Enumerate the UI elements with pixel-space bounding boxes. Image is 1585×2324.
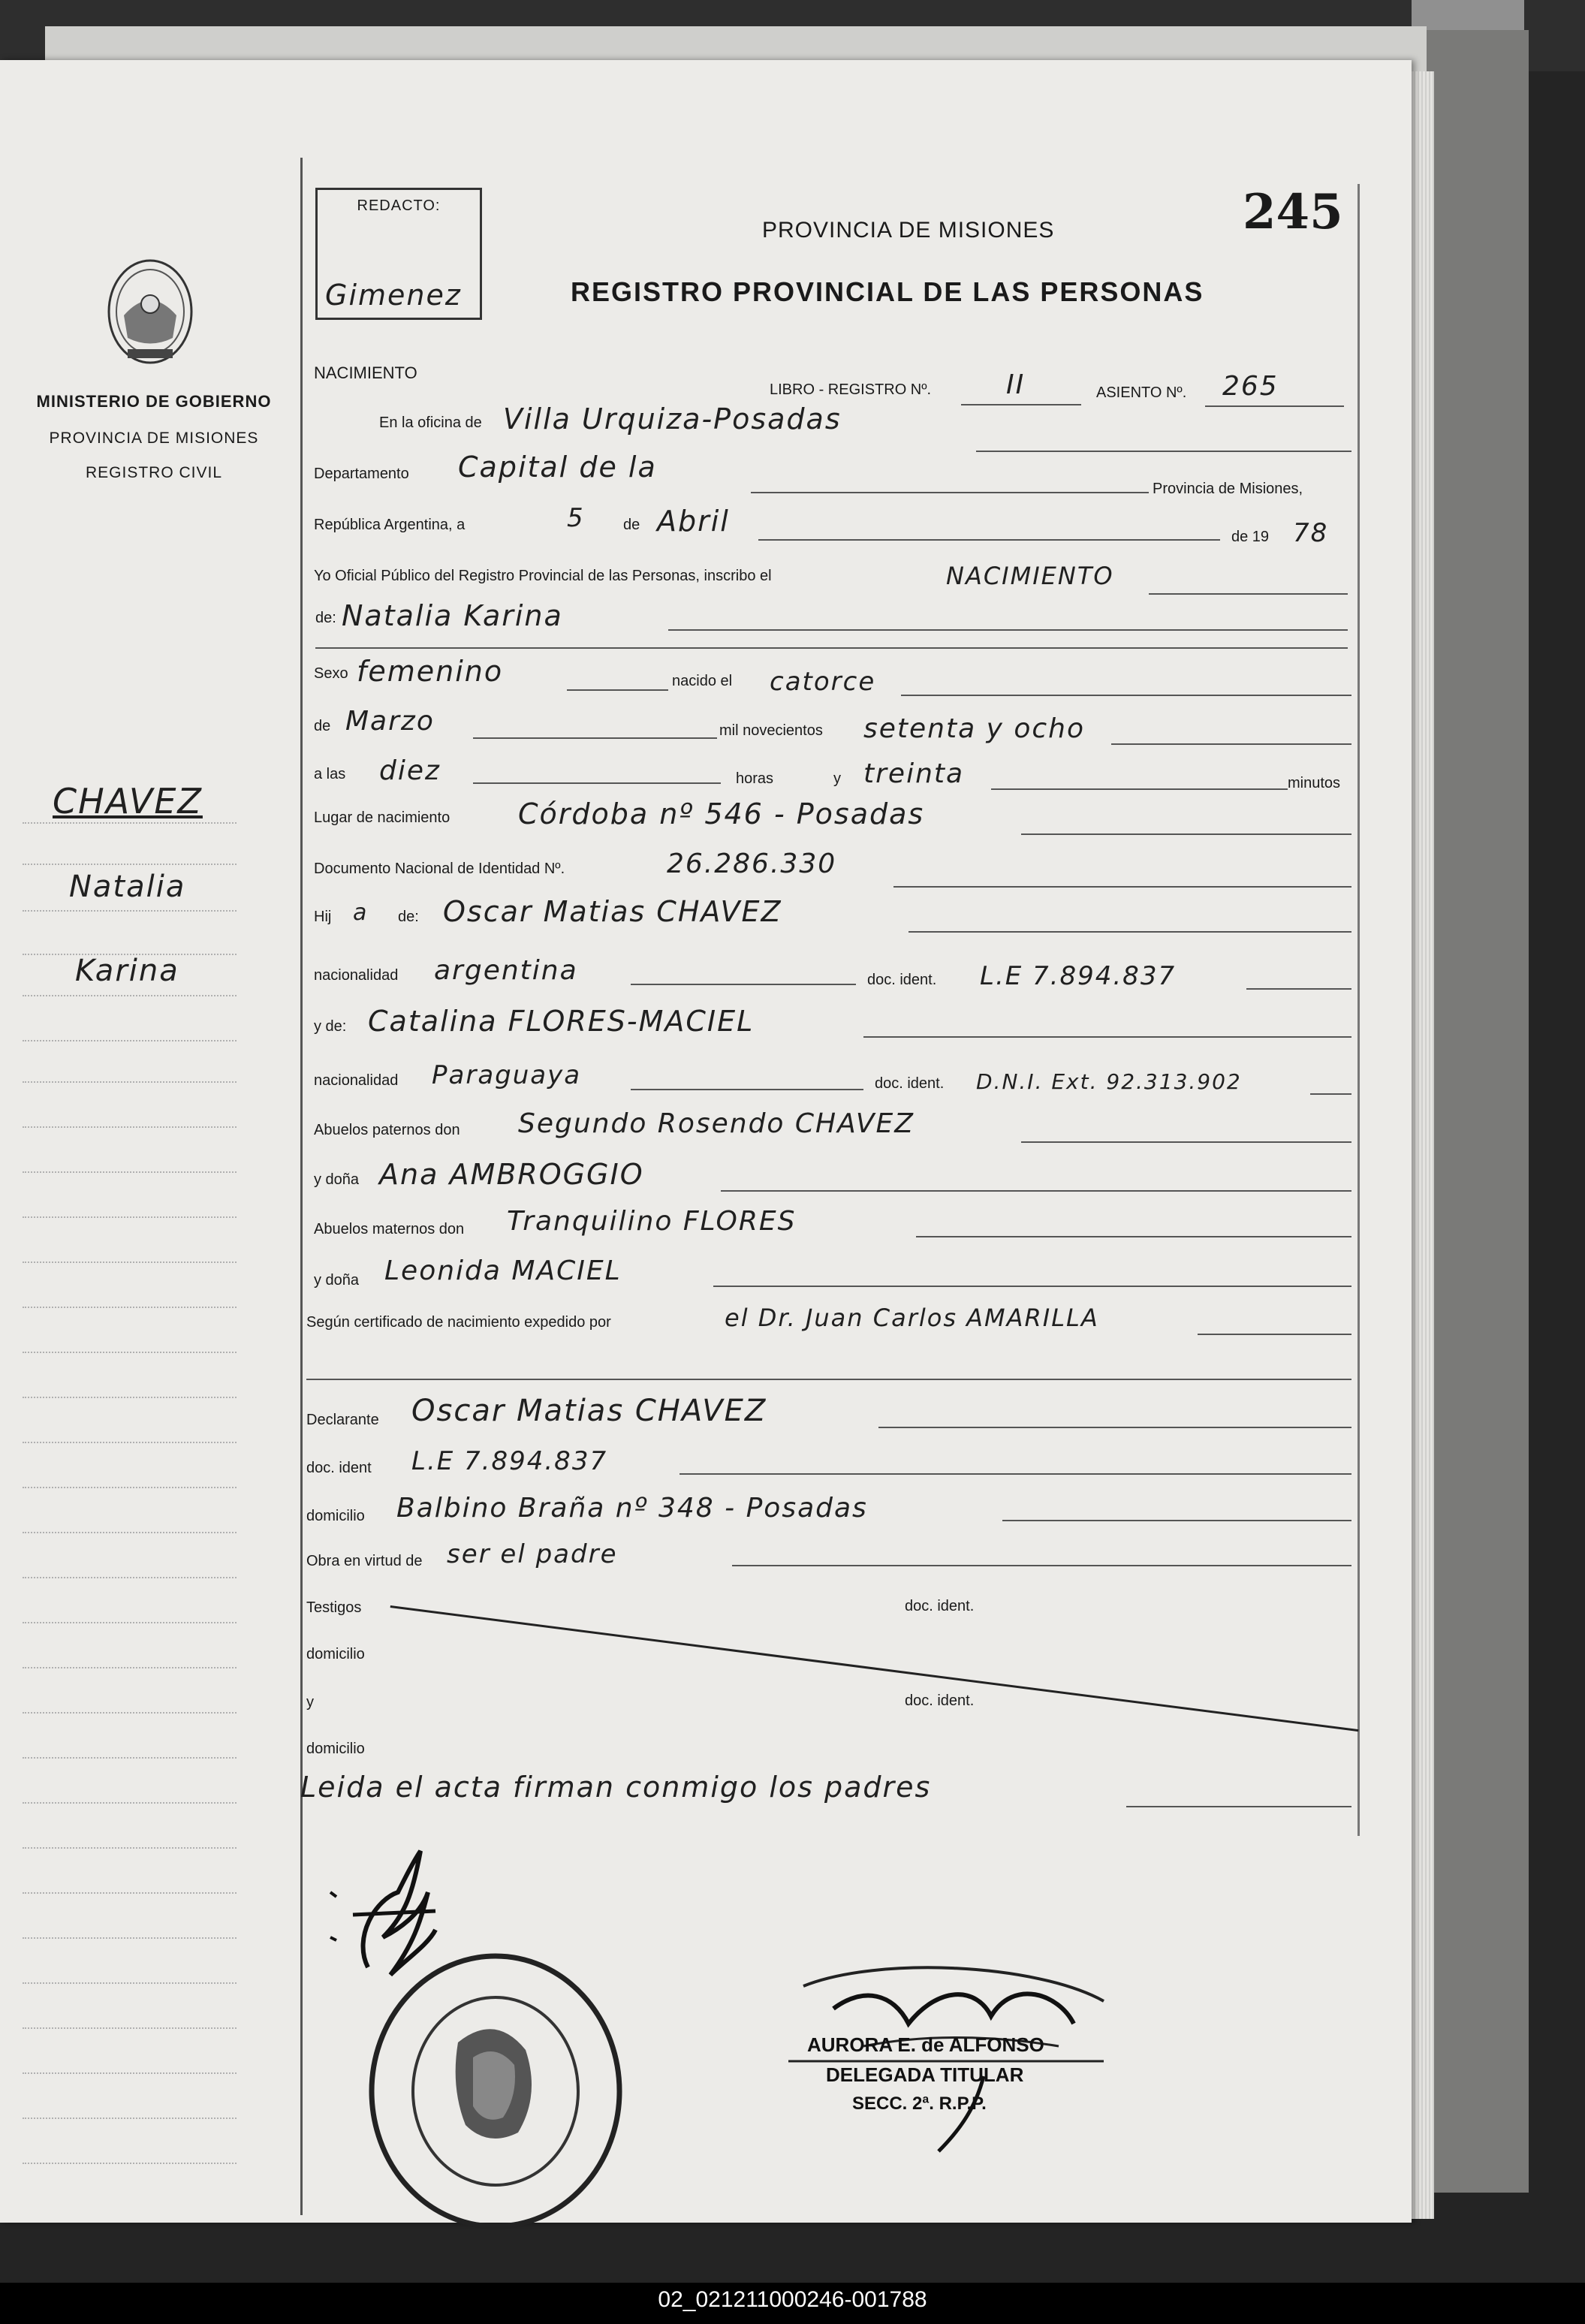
lugar-label: Lugar de nacimiento xyxy=(314,809,450,826)
cert-label: Según certificado de nacimiento expedido por xyxy=(306,1314,611,1331)
margin-rule xyxy=(23,1307,237,1308)
yo-oficial-label: Yo Oficial Público del Registro Provincial de las Personas, inscribo el xyxy=(314,568,772,584)
margin-rule xyxy=(23,822,237,824)
margin-line xyxy=(300,158,303,2215)
doc2-value: D.N.I. Ext. 92.313.902 xyxy=(976,1069,1242,1094)
yde-label: y de: xyxy=(314,1018,347,1035)
obra-line xyxy=(732,1565,1351,1566)
year-value: 78 xyxy=(1293,518,1329,548)
mes-value: Marzo xyxy=(345,706,435,737)
doc1-line xyxy=(1246,988,1351,990)
hij-suffix: a xyxy=(353,900,369,926)
date-line xyxy=(758,539,1220,541)
name-line xyxy=(668,629,1348,631)
margin-rule xyxy=(23,1847,237,1849)
redacto-name: Gimenez xyxy=(325,279,462,312)
departamento-value: Capital de la xyxy=(458,451,657,484)
ministry-registry: REGISTRO CIVIL xyxy=(85,464,223,481)
month-value: Abril xyxy=(657,505,730,538)
ministry-name: MINISTERIO DE GOBIERNO xyxy=(36,392,272,411)
domicilio-label: domicilio xyxy=(306,1508,365,1524)
minutos-label: minutos xyxy=(1288,775,1341,791)
dni-label: Documento Nacional de Identidad Nº. xyxy=(314,861,565,877)
right-border-line xyxy=(1357,184,1360,1836)
domicilio-value: Balbino Braña nº 348 - Posadas xyxy=(396,1493,868,1524)
acto-value: NACIMIENTO xyxy=(946,562,1114,590)
hora-value: diez xyxy=(379,755,441,786)
margin-rule xyxy=(23,1757,237,1759)
mes-line xyxy=(473,737,717,739)
abp-value: Segundo Rosendo CHAVEZ xyxy=(518,1108,915,1139)
sexo-label: Sexo xyxy=(314,665,348,682)
margin-rule xyxy=(23,1352,237,1353)
delegate-signature-icon xyxy=(788,1956,1119,2166)
header-province: PROVINCIA DE MISIONES xyxy=(762,218,1055,243)
acto-line xyxy=(1149,593,1348,595)
abm-label: Abuelos maternos don xyxy=(314,1221,465,1237)
ydona1-line xyxy=(721,1190,1351,1192)
y-t-label: y xyxy=(306,1694,314,1711)
abp-label: Abuelos paternos don xyxy=(314,1122,460,1138)
obra-label: Obra en virtud de xyxy=(306,1553,423,1569)
delegate-name: AURORA E. de ALFONSO xyxy=(807,2033,1044,2056)
margin-rule xyxy=(23,1261,237,1263)
margin-rule xyxy=(23,1667,237,1668)
nacido-line xyxy=(901,695,1351,696)
delegate-title: DELEGADA TITULAR xyxy=(826,2063,1024,2086)
province-emblem-icon xyxy=(101,255,199,368)
margin-rule xyxy=(23,1397,237,1398)
dni-line xyxy=(893,886,1351,888)
mil-label: mil novecientos xyxy=(719,722,823,739)
republica-label: República Argentina, a xyxy=(314,517,466,533)
nac1-line xyxy=(631,984,856,985)
margin-rule xyxy=(23,1442,237,1443)
nacido-value: catorce xyxy=(770,667,876,697)
docdecl-label: doc. ident xyxy=(306,1460,372,1476)
closing-text: Leida el acta firman conmigo los padres xyxy=(300,1771,932,1804)
provincia-suffix: Provincia de Misiones, xyxy=(1153,481,1303,497)
margin-rule xyxy=(23,1622,237,1623)
anio-value: setenta y ocho xyxy=(863,713,1086,744)
de-label: de xyxy=(623,517,640,533)
testigos-label: Testigos xyxy=(306,1599,362,1616)
margin-rule xyxy=(23,1937,237,1939)
libro-label: LIBRO - REGISTRO Nº. xyxy=(770,381,932,398)
margin-rule xyxy=(23,1532,237,1533)
dom-t1-label: domicilio xyxy=(306,1646,365,1662)
nacido-label: nacido el xyxy=(672,673,733,689)
asiento-line xyxy=(1205,405,1344,407)
nac1-label: nacionalidad xyxy=(314,967,399,984)
dom-t2-label: domicilio xyxy=(306,1741,365,1757)
departamento-line xyxy=(751,492,1149,493)
asiento-label: ASIENTO Nº. xyxy=(1096,384,1187,401)
delegate-office: SECC. 2ª. R.P.P. xyxy=(852,2093,987,2114)
margin-rule xyxy=(23,2027,237,2029)
sexo-line xyxy=(567,689,668,691)
libro-value: II xyxy=(1006,369,1026,400)
lugar-line xyxy=(1021,833,1351,835)
footer-bar xyxy=(0,2283,1585,2324)
margin-rule xyxy=(23,995,237,996)
margin-rule xyxy=(23,1892,237,1894)
doc1-value: L.E 7.894.837 xyxy=(980,961,1177,991)
nac2-line xyxy=(631,1089,863,1090)
declarante-line xyxy=(878,1427,1351,1428)
abp-line xyxy=(1021,1141,1351,1143)
abm-value: Tranquilino FLORES xyxy=(507,1206,797,1237)
minutos-value: treinta xyxy=(863,758,965,789)
de-name-label: de: xyxy=(315,610,336,626)
cert-line xyxy=(1198,1334,1351,1335)
margin-rule xyxy=(23,2118,237,2119)
minutos-line xyxy=(991,788,1288,790)
lugar-value: Córdoba nº 546 - Posadas xyxy=(518,797,925,830)
margin-rule xyxy=(23,1216,237,1218)
ministry-province: PROVINCIA DE MISIONES xyxy=(49,430,259,447)
departamento-label: Departamento xyxy=(314,466,409,482)
registry-title: REGISTRO PROVINCIAL DE LAS PERSONAS xyxy=(571,276,1204,307)
image-id: 02_021211000246-001788 xyxy=(658,2287,927,2312)
margin-rule xyxy=(23,2163,237,2164)
registry-seal-icon xyxy=(360,1945,631,2238)
padre-value: Oscar Matias CHAVEZ xyxy=(443,895,782,928)
section-label: NACIMIENTO xyxy=(314,363,417,382)
doc1-label: doc. ident. xyxy=(867,972,937,988)
oficina-value: Villa Urquiza-Posadas xyxy=(503,402,842,436)
obra-value: ser el padre xyxy=(447,1539,618,1569)
asiento-value: 265 xyxy=(1222,371,1279,402)
margin-surname: CHAVEZ xyxy=(53,781,203,821)
margin-second-name: Karina xyxy=(75,954,179,988)
doc-t1-label: doc. ident. xyxy=(905,1598,975,1614)
ydona2-label: y doña xyxy=(314,1272,360,1289)
margin-rule xyxy=(23,1577,237,1578)
redacto-box xyxy=(315,188,482,320)
anio-line xyxy=(1111,743,1351,745)
margin-rule xyxy=(23,864,237,865)
hij-label: Hij xyxy=(314,909,332,925)
dni-value: 26.286.330 xyxy=(667,849,837,879)
margin-rule xyxy=(23,2072,237,2074)
de-padre-label: de: xyxy=(398,909,419,925)
year-label: de 19 xyxy=(1231,529,1270,545)
declarante-label: Declarante xyxy=(306,1412,379,1428)
docdecl-value: L.E 7.894.837 xyxy=(411,1446,608,1476)
docdecl-line xyxy=(680,1473,1351,1475)
madre-value: Catalina FLORES-MACIEL xyxy=(368,1005,755,1038)
cert-value: el Dr. Juan Carlos AMARILLA xyxy=(725,1304,1099,1332)
margin-rule xyxy=(23,910,237,912)
margin-rule xyxy=(23,1487,237,1488)
nac2-label: nacionalidad xyxy=(314,1072,399,1089)
margin-rule xyxy=(23,1802,237,1804)
doc2-line xyxy=(1310,1093,1351,1095)
madre-line xyxy=(863,1036,1351,1038)
de-mes-label: de xyxy=(314,718,331,734)
padre-line xyxy=(909,931,1351,933)
redacto-label: REDACTO: xyxy=(357,197,441,214)
horas-label: horas xyxy=(736,770,774,787)
hora-line xyxy=(473,782,721,784)
ydona1-label: y doña xyxy=(314,1171,360,1188)
margin-first-name: Natalia xyxy=(69,870,186,904)
oficina-label: En la oficina de xyxy=(379,414,482,431)
doc-t2-label: doc. ident. xyxy=(905,1693,975,1709)
domicilio-line xyxy=(1002,1520,1351,1521)
day-value: 5 xyxy=(567,503,585,533)
name-value: Natalia Karina xyxy=(342,599,563,632)
doc2-label: doc. ident. xyxy=(875,1075,945,1092)
oficina-line xyxy=(976,451,1351,452)
cert-line-2 xyxy=(306,1379,1351,1380)
ydona2-line xyxy=(713,1286,1351,1287)
margin-rule xyxy=(23,1712,237,1714)
ydona1-value: Ana AMBROGGIO xyxy=(379,1158,644,1191)
margin-rule xyxy=(23,1171,237,1173)
ydona2-value: Leonida MACIEL xyxy=(384,1255,622,1286)
margin-rule xyxy=(23,1040,237,1041)
alas-label: a las xyxy=(314,766,346,782)
closing-line xyxy=(1126,1806,1351,1807)
nac1-value: argentina xyxy=(434,955,578,986)
margin-rule xyxy=(23,1126,237,1128)
abm-line xyxy=(916,1236,1351,1237)
declarante-value: Oscar Matias CHAVEZ xyxy=(411,1394,767,1428)
sexo-value: femenino xyxy=(357,655,504,688)
margin-rule xyxy=(23,1982,237,1984)
name-line-2 xyxy=(315,647,1348,649)
nac2-value: Paraguaya xyxy=(432,1060,582,1090)
margin-rule xyxy=(23,1081,237,1083)
libro-line xyxy=(961,404,1081,405)
y-label: y xyxy=(833,770,841,787)
page-number: 245 xyxy=(1243,184,1343,240)
